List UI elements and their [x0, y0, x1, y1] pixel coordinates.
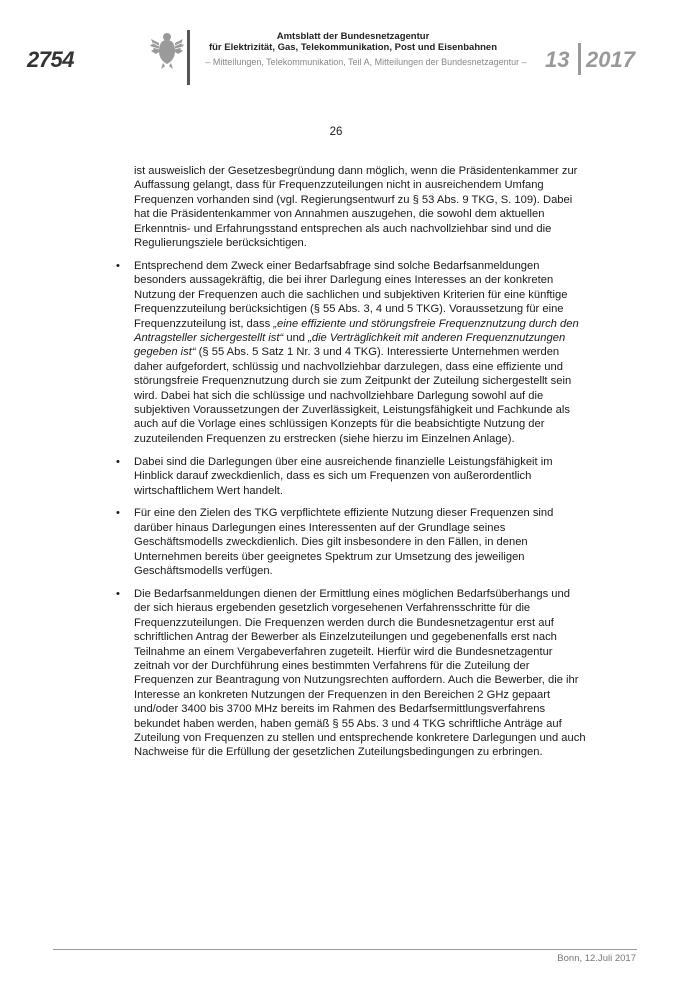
federal-eagle-icon: [150, 30, 184, 70]
quote-text: „eine effiziente und störungsfreie Frequenznutzung durch den Antragsteller sichergestellt ist“: [134, 317, 579, 344]
issue-year: 2017: [586, 47, 635, 72]
list-item-text: Für eine den Zielen des TKG verpflichtete effiziente Nutzung dieser Frequenzen sind darüber hinaus Darlegungen eines Interessenten auf der Grundlage seines Geschäftsmodells zweckdienlich. Dies gilt insbesondere in den Fällen, in denen Unternehmen bereits über geeignetes Spektrum zur Umsetzung des jeweiligen Geschäftsmodells verfügen.: [134, 507, 554, 578]
list-item: [103, 506, 589, 578]
bullet-list: [103, 259, 589, 760]
continuation-paragraph: ist ausweislich der Gesetzesbegründung dann möglich, wenn die Präsidentenkammer zur Auffassung gelangt, dass für Frequenzzuteilungen nicht in ausreichendem Umfang Frequenzen vorhanden sind (vgl. Regierungsentwurf zu § 53 Abs. 9 TKG, S. 109). Dabei hat die Präsidentenkammer von Annahmen auszugehen, die sowohl dem aktuellen Erkenntnis- und Erfahrungsstand entsprechen als auch nachvollziehbar sind und die Regulierungsziele berücksichtigen.: [134, 165, 578, 250]
list-item-text: Die Bedarfsanmeldungen dienen der Ermittlung eines möglichen Bedarfsüberhangs und der sich hieraus ergebenden gesetzlich vorgesehenen Verfahrensschritte für die Frequenzzuteilungen. Die Frequenzen werden durch die Bundesnetzagentur erst auf schriftlichen Antrag der Bewerber als Einzelzuteilungen und gegebenenfalls erst nach Teilnahme an einem Vergabeverfahren zugeteilt. Hierfür wird die Bundesnetzagentur zeitnah vor der Durchführung eines bestimmten Verfahrens für die Zuteilung der Frequenzen zur Beantragung von Nutzungsrechten auffordern. Auch die Bewerber, die ihr Interesse an konkreten Nutzungen der Frequenzen in den Bereichen 2 GHz gepaart und/oder 3400 bis 3700 MHz bereits im Rahmen des Bedarfsermittlungsverfahrens bekundet haben werden, haben gemäß § 55 Abs. 3 und 4 TKG schriftliche Anträge auf Zuteilung von Frequenzen zu stellen und entsprechende konkretere Darlegungen und auch Nachweise für die Erfüllung der gesetzlichen Zuteilungsbedingungen zu erbringen.: [134, 587, 586, 759]
list-item: [103, 587, 589, 760]
internal-page-number: 26: [329, 126, 343, 138]
issue-number: 13: [545, 47, 570, 72]
list-item: [103, 259, 589, 446]
list-item-text: Entsprechend dem Zweck einer Bedarfsabfrage sind solche Bedarfsanmeldungen besonders aussagekräftig, die bei ihrer Darlegung eines Interesses an der konkreten Nutzung der Frequenzen auch die sachlichen und subjektiven Kriterien für eine künftige Frequenzzuteilung berücksichtigen (§ 55 Abs. 3, 4 und 5 TKG). Voraussetzung für eine Frequenzzuteilung ist, dass: [134, 259, 568, 330]
bullet-marker: •: [116, 587, 120, 600]
page-number: 2754: [27, 47, 74, 72]
quote-text: „die Verträglichkeit mit anderen Frequenznutzungen gegeben ist“: [134, 331, 566, 359]
list-item-text: (§ 55 Abs. 5 Satz 1 Nr. 3 und 4 TKG). Interessierte Unternehmen werden daher aufgefordert, schlüssig und nachvollziehbar darzulegen, dass eine effiziente und störungsfreie Frequenznutzung durch sie zum Zeitpunkt der Zuteilung sichergestellt sein wird. Dabei hat sich die schlüssige und nachvollziehbare Darlegung sowohl auf die subjektiven Voraussetzungen der Zuverlässigkeit, Leistungsfähigkeit und Fachkunde als auch auf die Vorlage eines schlüssigen Konzepts für die beabsichtigte Nutzung der zuzuteilenden Frequenzen zu erstrecken (siehe hierzu im Einzelnen Anlage).: [134, 346, 572, 445]
list-item: [103, 455, 589, 498]
gazette-title-line1: Amtsblatt der Bundesnetzagentur: [276, 31, 430, 42]
bullet-marker: •: [116, 259, 120, 272]
footer-divider: [53, 949, 637, 950]
document-body: [103, 164, 589, 760]
gazette-title: [196, 31, 510, 53]
header-divider: [187, 30, 190, 85]
bullet-marker: •: [116, 507, 120, 520]
issue-divider: [578, 43, 581, 75]
list-item-text: und: [283, 331, 309, 344]
footer-date: Bonn, 12.Juli 2017: [557, 953, 636, 964]
bullet-marker: •: [116, 455, 120, 468]
gazette-title-line2: für Elektrizität, Gas, Telekommunikation, Post und Eisenbahnen: [208, 42, 498, 53]
gazette-subtitle: – Mitteilungen, Telekommunikation, Teil A, Mitteilungen der Bundesnetzagentur –: [205, 57, 527, 67]
list-item-text: Dabei sind die Darlegungen über eine ausreichende finanzielle Leistungsfähigkeit im Hinblick darauf zweckdienlich, dass es sich um Frequenzen von außerordentlich wirtschaftlichem Wert handelt.: [134, 455, 553, 497]
